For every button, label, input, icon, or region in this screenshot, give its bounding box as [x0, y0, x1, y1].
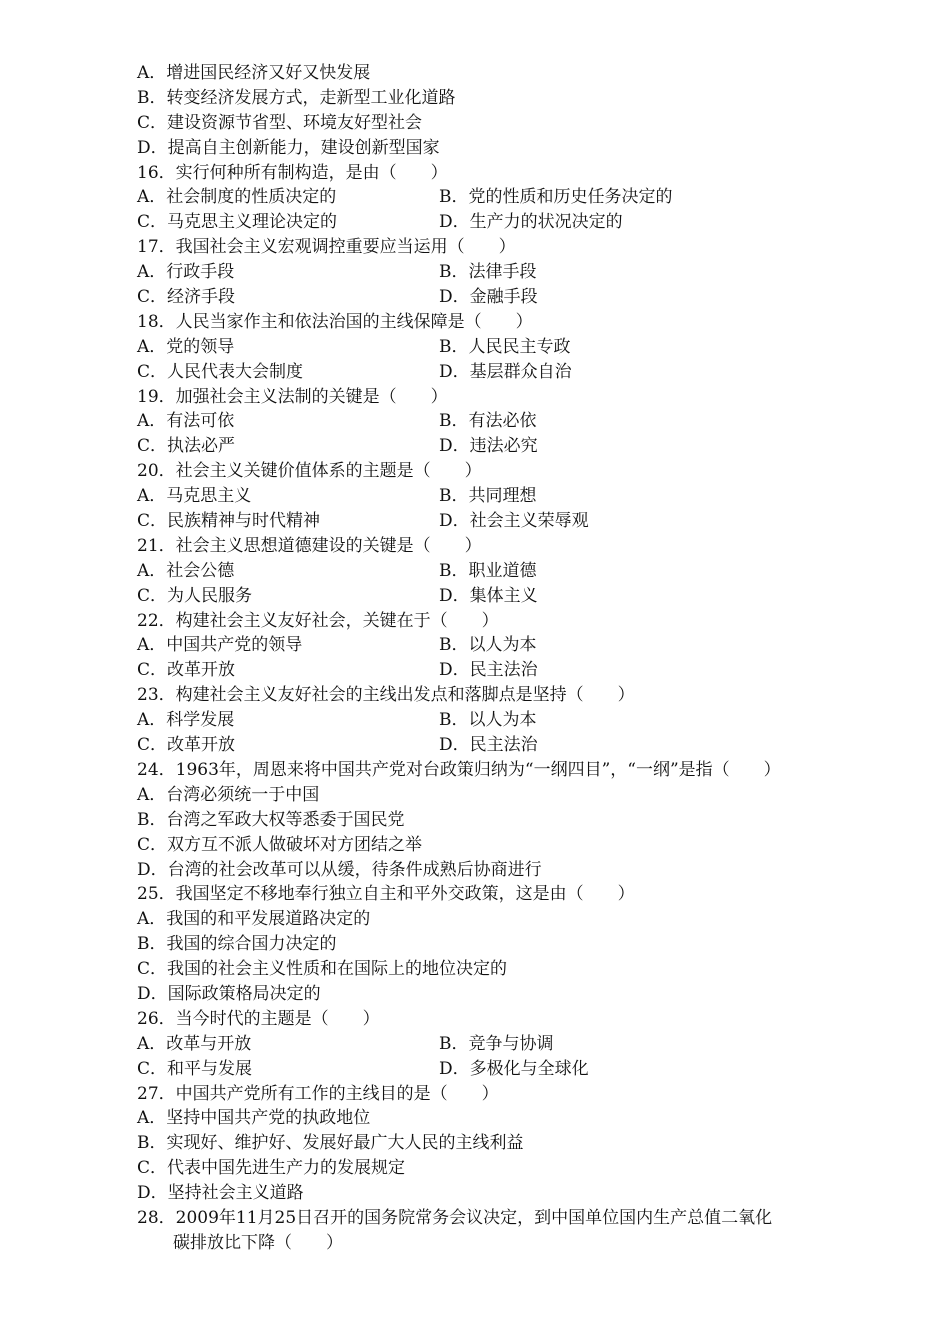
option-b: B．有法必依	[439, 411, 537, 432]
option-c: C．和平与发展	[137, 1058, 253, 1079]
option-c: C．民族精神与时代精神	[137, 511, 321, 532]
option-d: D．提高自主创新能力，建设创新型国家	[137, 137, 440, 158]
option-c: C．人民代表大会制度	[137, 361, 304, 382]
question-list	[137, 61, 867, 1256]
options-row	[137, 360, 867, 385]
options-row	[137, 708, 867, 733]
question-28: 28．2009年11月25日召开的国务院常务会议决定，到中国单位国内生产总值二氧化	[137, 1207, 773, 1228]
option-d: D．坚持社会主义道路	[137, 1183, 304, 1204]
option-d: D．金融手段	[439, 287, 538, 308]
question-28-continuation: 碳排放比下降（ ）	[173, 1232, 343, 1253]
option-b: B．台湾之军政大权等悉委于国民党	[137, 809, 405, 830]
options-row	[137, 285, 867, 310]
option-d: D．台湾的社会改革可以从缓，待条件成熟后协商进行	[137, 859, 542, 880]
question-19: 19．加强社会主义法制的关键是（ ）	[137, 386, 448, 407]
options-row	[137, 559, 867, 584]
option-c: C．代表中国先进生产力的发展规定	[137, 1158, 406, 1179]
option-b: B．党的性质和历史任务决定的	[439, 187, 673, 208]
options-row	[137, 434, 867, 459]
option-a: A．社会公德	[137, 560, 235, 581]
options-row	[137, 733, 867, 758]
option-d: D．集体主义	[439, 585, 538, 606]
option-b: B．竞争与协调	[439, 1033, 554, 1054]
option-a: A．改革与开放	[137, 1033, 252, 1054]
options-row	[137, 210, 867, 235]
option-a: A．党的领导	[137, 336, 235, 357]
options-row	[137, 509, 867, 534]
option-a: A．社会制度的性质决定的	[137, 187, 337, 208]
option-c: C．双方互不派人做破坏对方团结之举	[137, 834, 423, 855]
option-c: C．为人民服务	[137, 585, 253, 606]
options-row	[137, 633, 867, 658]
options-row	[137, 484, 867, 509]
option-c: C．建设资源节省型、环境友好型社会	[137, 112, 423, 133]
option-c: C．经济手段	[137, 287, 236, 308]
options-row	[137, 658, 867, 683]
question-22: 22．构建社会主义友好社会，关键在于（ ）	[137, 610, 499, 631]
question-17: 17．我国社会主义宏观调控重要应当运用（ ）	[137, 237, 516, 258]
options-row	[137, 260, 867, 285]
options-row	[137, 409, 867, 434]
question-18: 18．人民当家作主和依法治国的主线保障是（ ）	[137, 311, 533, 332]
option-a: A．我国的和平发展道路决定的	[137, 909, 371, 930]
question-23: 23．构建社会主义友好社会的主线出发点和落脚点是坚持（ ）	[137, 685, 635, 706]
question-20: 20．社会主义关键价值体系的主题是（ ）	[137, 461, 482, 482]
option-a: A．有法可依	[137, 411, 235, 432]
option-d: D．基层群众自治	[439, 361, 572, 382]
option-a: A．增进国民经济又好又快发展	[137, 63, 371, 83]
option-b: B．我国的综合国力决定的	[137, 934, 337, 955]
option-d: D．社会主义荣辱观	[439, 511, 589, 532]
question-24: 24．1963年，周恩来将中国共产党对台政策归纳为“一纲四目”，“一纲”是指（ ）	[137, 759, 781, 780]
option-a: A．科学发展	[137, 710, 235, 731]
question-21: 21．社会主义思想道德建设的关键是（ ）	[137, 535, 482, 556]
option-d: D．民主法治	[439, 735, 538, 756]
option-b: B．转变经济发展方式，走新型工业化道路	[137, 87, 456, 108]
option-b: B．法律手段	[439, 262, 537, 283]
question-25: 25．我国坚定不移地奉行独立自主和平外交政策，这是由（ ）	[137, 884, 635, 905]
option-c: C．改革开放	[137, 735, 236, 756]
option-a: A．坚持中国共产党的执政地位	[137, 1108, 371, 1129]
option-b: B．以人为本	[439, 710, 537, 731]
options-row	[137, 335, 867, 360]
question-26: 26．当今时代的主题是（ ）	[137, 1008, 380, 1029]
option-b: B．人民民主专政	[439, 336, 571, 357]
question-27: 27．中国共产党所有工作的主线目的是（ ）	[137, 1083, 499, 1104]
options-row	[137, 1057, 867, 1082]
option-d: D．国际政策格局决定的	[137, 983, 321, 1004]
option-d: D．生产力的状况决定的	[439, 212, 623, 233]
option-b: B．共同理想	[439, 486, 537, 507]
option-a: A．中国共产党的领导	[137, 635, 303, 656]
option-a: A．台湾必须统一于中国	[137, 784, 320, 805]
option-c: C．马克思主义理论决定的	[137, 212, 338, 233]
option-b: B．职业道德	[439, 560, 537, 581]
question-16: 16．实行何种所有制构造，是由（ ）	[137, 162, 448, 183]
option-a: A．马克思主义	[137, 486, 252, 507]
options-row	[137, 584, 867, 609]
option-c: C．改革开放	[137, 660, 236, 681]
option-d: D．多极化与全球化	[439, 1058, 589, 1079]
option-d: D．民主法治	[439, 660, 538, 681]
option-d: D．违法必究	[439, 436, 538, 457]
option-a: A．行政手段	[137, 262, 235, 283]
option-c: C．我国的社会主义性质和在国际上的地位决定的	[137, 959, 508, 980]
option-c: C．执法必严	[137, 436, 236, 457]
options-row	[137, 1032, 867, 1057]
option-b: B．以人为本	[439, 635, 537, 656]
options-row	[137, 185, 867, 210]
option-b: B．实现好、维护好、发展好最广大人民的主线利益	[137, 1133, 524, 1154]
